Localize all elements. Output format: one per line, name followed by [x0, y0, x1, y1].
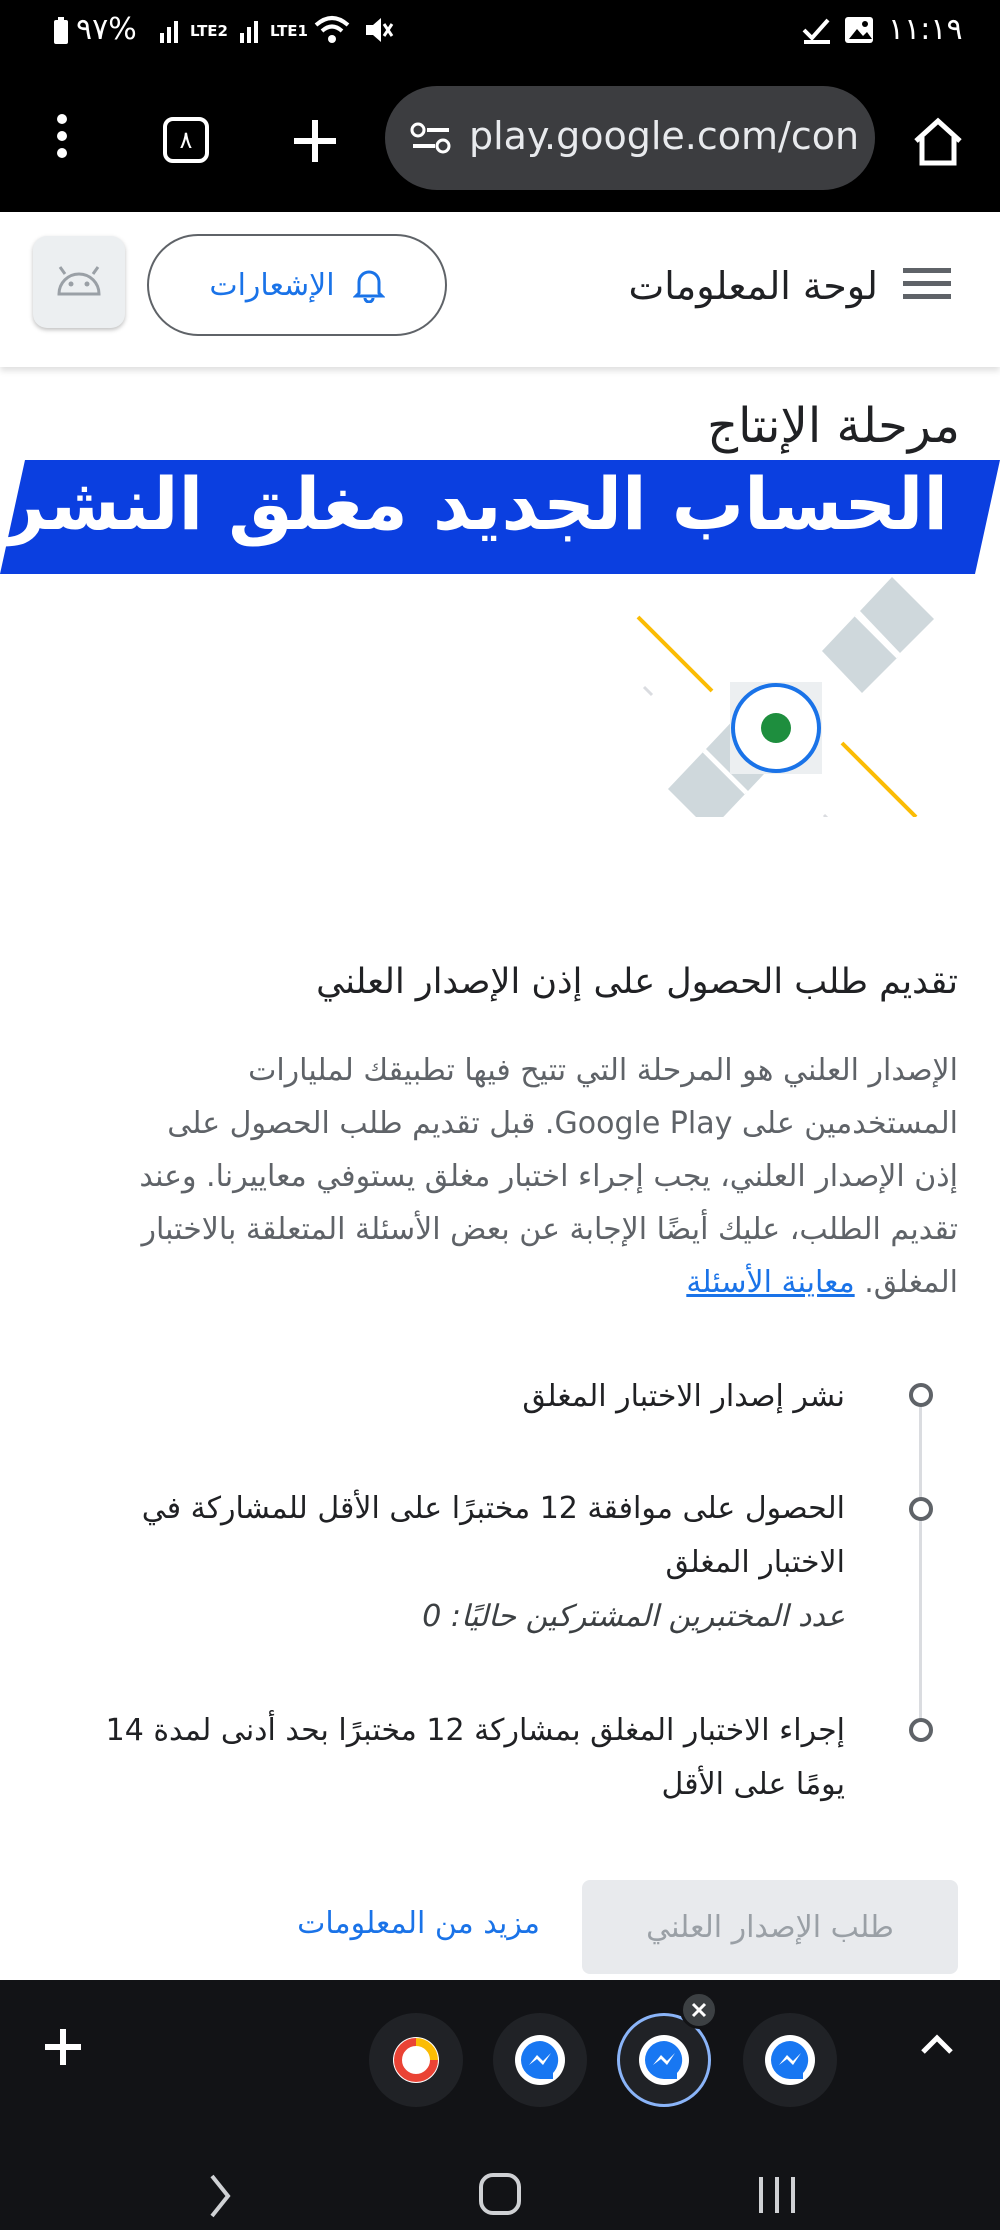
signal-icon: [158, 14, 184, 46]
mute-icon: [362, 14, 394, 46]
url-text: play.google.com/con: [469, 114, 860, 158]
notifications-button[interactable]: [147, 234, 447, 336]
stage-title: مرحلة الإنتاج: [707, 398, 960, 454]
image-icon: [842, 14, 876, 46]
network-label-2: LTE1: [270, 22, 308, 40]
step-dot: [909, 1718, 933, 1742]
home-icon[interactable]: [908, 114, 968, 170]
description-line: [60, 1256, 958, 1309]
status-bar: [0, 0, 1000, 62]
android-icon: [53, 266, 105, 298]
network-label-1: LTE2: [190, 22, 228, 40]
web-page: [0, 212, 1000, 1980]
notifications-label: الإشعارات: [209, 267, 335, 303]
battery-icon: [52, 16, 70, 46]
tester-count: عدد المختبرين المشتركين حاليًا: 0: [422, 1599, 845, 1634]
step-text: الاختبار المغلق: [665, 1545, 845, 1580]
tab-count: ٨: [179, 126, 193, 154]
menu-dots-icon[interactable]: [40, 106, 84, 166]
timeline-line: [919, 1407, 922, 1741]
step-dot: [909, 1383, 933, 1407]
step-dot: [909, 1497, 933, 1521]
app-header: [0, 212, 1000, 367]
plus-icon[interactable]: [290, 116, 340, 166]
site-settings-icon[interactable]: [409, 116, 453, 160]
hamburger-icon[interactable]: [902, 264, 952, 304]
back-icon[interactable]: [200, 2166, 240, 2226]
close-icon[interactable]: [680, 1991, 718, 2029]
request-production-label: طلب الإصدار العلني: [646, 1909, 894, 1945]
page-title: لوحة المعلومات: [628, 264, 878, 308]
step-text: إجراء الاختبار المغلق بمشاركة 12 مختبرًا بحد أدنى لمدة 14: [105, 1713, 845, 1748]
section-heading: تقديم طلب الحصول على إذن الإصدار العلني: [316, 962, 958, 1002]
learn-more-link[interactable]: مزيد من المعلومات: [297, 1906, 540, 1941]
wifi-icon: [312, 12, 352, 48]
step-1: [522, 1370, 845, 1424]
clock: ١١:١٩: [888, 12, 963, 47]
chevron-up-icon[interactable]: [917, 2024, 957, 2064]
step-text: الحصول على موافقة 12 مختبرًا على الأقل للمشاركة في: [141, 1491, 845, 1526]
description-line: إذن الإصدار العلني، يجب إجراء اختبار مغلق يستوفي معاييرنا. وعند: [139, 1159, 958, 1194]
battery-percent: ٩٧%: [76, 12, 137, 47]
plus-icon[interactable]: [40, 2024, 86, 2070]
description-end: المغلق.: [864, 1265, 958, 1300]
description-line: الإصدار العلني هو المرحلة التي تتيح فيها تطبيقك لمليارات: [248, 1053, 958, 1088]
app-icon-messenger[interactable]: [493, 2013, 587, 2107]
preview-questions-link[interactable]: معاينة الأسئلة: [686, 1265, 855, 1300]
taskbar: [0, 1980, 1000, 2230]
recents-icon[interactable]: [752, 2170, 802, 2220]
bell-icon: [353, 267, 385, 303]
step-text: نشر إصدار الاختبار المغلق: [522, 1379, 845, 1414]
address-bar[interactable]: [385, 86, 875, 190]
android-app-button[interactable]: [33, 236, 125, 328]
satellite-illustration: [600, 567, 960, 817]
tabs-icon[interactable]: [163, 117, 209, 163]
app-icon-messenger[interactable]: [743, 2013, 837, 2107]
app-icon-google-ads[interactable]: [369, 2013, 463, 2107]
browser-toolbar: [0, 62, 1000, 212]
home-nav-icon[interactable]: [476, 2170, 524, 2218]
description-line: تقديم الطلب، عليك أيضًا الإجابة عن بعض الأسئلة المتعلقة بالاختبار: [141, 1212, 958, 1247]
signal-icon: [238, 14, 264, 46]
description: [60, 1044, 958, 1309]
step-3: [106, 1704, 845, 1812]
step-text: يومًا على الأقل: [661, 1767, 845, 1802]
overlay-banner-text: الحساب الجديد مغلق النشر: [4, 462, 948, 546]
check-icon: [800, 14, 834, 46]
step-2: [142, 1482, 845, 1644]
description-line: المستخدمين على Google Play. قبل تقديم طلب الحصول على: [167, 1106, 958, 1141]
request-production-button[interactable]: [582, 1880, 958, 1974]
